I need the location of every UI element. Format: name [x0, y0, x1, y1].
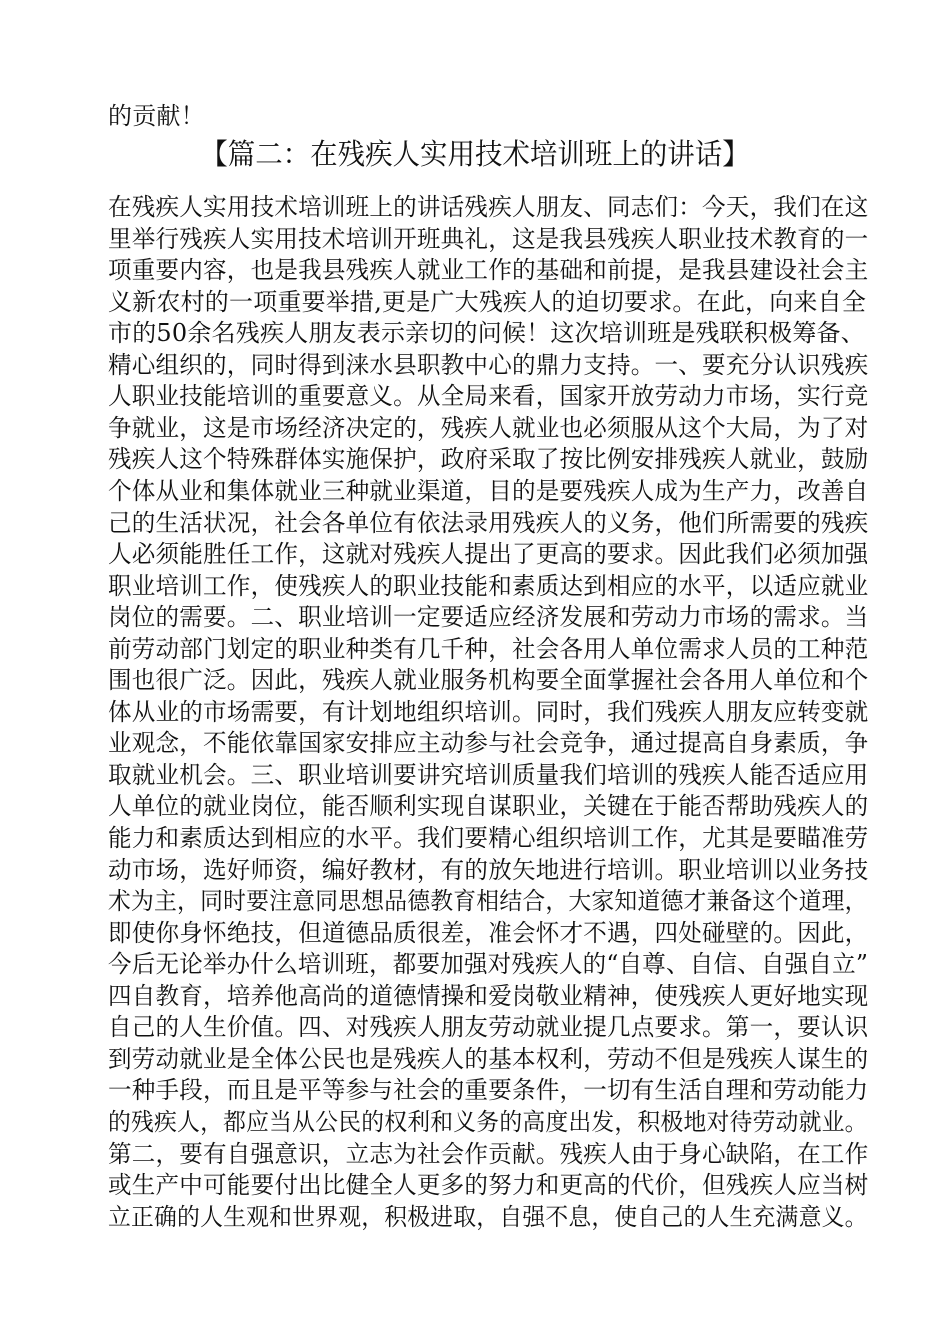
- body-line: 残疾人这个特殊群体实施保护，政府采取了按比例安排残疾人就业，鼓励: [108, 445, 869, 473]
- body-line: 即使你身怀绝技，但道德品质很差，准会怀才不遇，四处碰壁的。因此，: [108, 919, 869, 947]
- body-line: 争就业，这是市场经济决定的，残疾人就业也必须服从这个大局，为了对: [108, 414, 869, 442]
- body-line: 围也很广泛。因此，残疾人就业服务机构要全面掌握社会各用人单位和个: [108, 666, 869, 694]
- carryover-text: 的贡献！: [108, 102, 205, 130]
- body-line: 前劳动部门划定的职业种类有几千种，社会各用人单位需求人员的工种范: [108, 635, 869, 663]
- body-line: 业观念，不能依靠国家安排应主动参与社会竞争，通过提高自身素质，争: [108, 729, 869, 757]
- body-line: 四自教育，培养他高尚的道德情操和爱岗敬业精神，使残疾人更好地实现: [108, 982, 869, 1010]
- body-line: 或生产中可能要付出比健全人更多的努力和更高的代价，但残疾人应当树: [108, 1171, 869, 1199]
- body-line: 岗位的需要。二、职业培训一定要适应经济发展和劳动力市场的需求。当: [108, 603, 869, 631]
- body-line: 取就业机会。三、职业培训要讲究培训质量我们培训的残疾人能否适应用: [108, 761, 869, 789]
- body-line: 人必须能胜任工作，这就对残疾人提出了更高的要求。因此我们必须加强: [108, 540, 869, 568]
- body-line: 动市场，选好师资，编好教材，有的放矢地进行培训。职业培训以业务技: [108, 856, 869, 884]
- body-line: 个体从业和集体就业三种就业渠道，目的是要残疾人成为生产力，改善自: [108, 477, 869, 505]
- section-title: 【篇二：在残疾人实用技术培训班上的讲话】: [200, 137, 750, 171]
- body-line: 市的50余名残疾人朋友表示亲切的问候！这次培训班是残联积极筹备、: [108, 319, 865, 347]
- body-line: 的残疾人，都应当从公民的权利和义务的高度出发，积极地对待劳动就业。: [108, 1108, 868, 1136]
- body-line: 项重要内容，也是我县残疾人就业工作的基础和前提，是我县建设社会主: [108, 256, 869, 284]
- body-line: 第二，要有自强意识，立志为社会作贡献。残疾人由于身心缺陷，在工作: [108, 1140, 869, 1168]
- body-line: 一种手段，而且是平等参与社会的重要条件，一切有生活自理和劳动能力: [108, 1076, 869, 1104]
- body-line: 精心组织的，同时得到涞水县职教中心的鼎力支持。一、要充分认识残疾: [108, 351, 869, 379]
- body-line: 人职业技能培训的重要意义。从全局来看，国家开放劳动力市场，实行竞: [108, 382, 869, 410]
- body-line: 在残疾人实用技术培训班上的讲话残疾人朋友、同志们：今天，我们在这: [108, 193, 869, 221]
- body-line: 职业培训工作，使残疾人的职业技能和素质达到相应的水平，以适应就业: [108, 572, 869, 600]
- body-line: 立正确的人生观和世界观，积极进取，自强不息，使自己的人生充满意义。: [108, 1203, 868, 1231]
- body-line: 术为主，同时要注意同思想品德教育相结合，大家知道德才兼备这个道理，: [108, 887, 868, 915]
- body-line: 今后无论举办什么培训班，都要加强对残疾人的“自尊、自信、自强自立”: [108, 950, 869, 978]
- body-line: 里举行残疾人实用技术培训开班典礼，这是我县残疾人职业技术教育的一: [108, 225, 869, 253]
- body-line: 能力和素质达到相应的水平。我们要精心组织培训工作，尤其是要瞄准劳: [108, 824, 869, 852]
- body-line: 自己的人生价值。四、对残疾人朋友劳动就业提几点要求。第一，要认识: [108, 1013, 869, 1041]
- body-line: 义新农村的一项重要举措,更是广大残疾人的迫切要求。在此，向来自全: [108, 288, 867, 316]
- body-line: 体从业的市场需要，有计划地组织培训。同时，我们残疾人朋友应转变就: [108, 698, 869, 726]
- body-line: 人单位的就业岗位，能否顺利实现自谋职业，关键在于能否帮助残疾人的: [108, 792, 869, 820]
- body-line: 到劳动就业是全体公民也是残疾人的基本权利，劳动不但是残疾人谋生的: [108, 1045, 869, 1073]
- body-line: 己的生活状况，社会各单位有依法录用残疾人的义务，他们所需要的残疾: [108, 509, 869, 537]
